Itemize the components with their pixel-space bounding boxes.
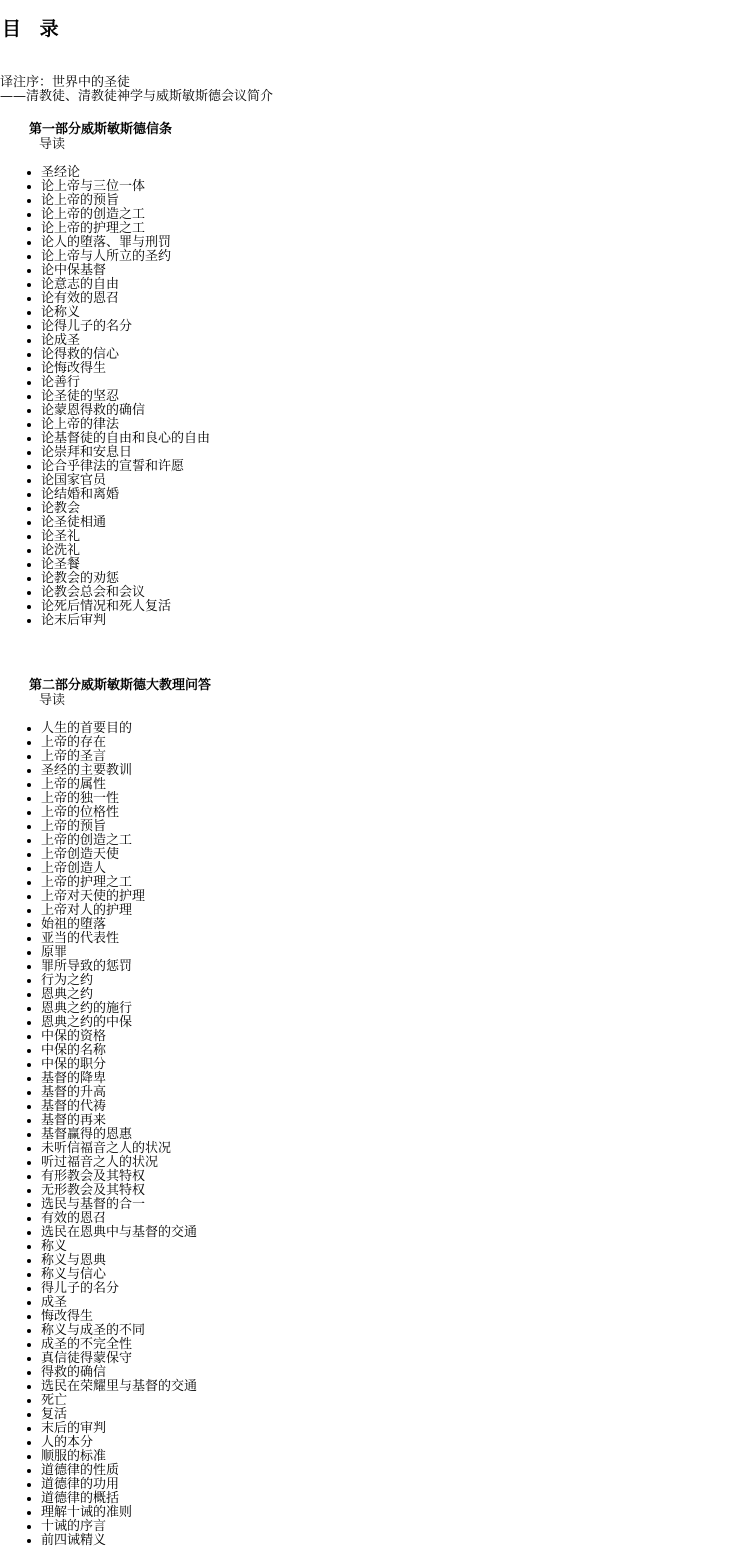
toc-entry-link[interactable]: 论教会	[41, 501, 81, 516]
toc-entry-link[interactable]: 中保的职分	[41, 1057, 107, 1072]
toc-list-item[interactable]	[41, 1100, 197, 1114]
toc-list-item[interactable]	[41, 1212, 197, 1226]
preface-entry[interactable]	[0, 76, 273, 104]
toc-list-item[interactable]	[41, 1408, 197, 1422]
toc-list-item[interactable]	[41, 502, 210, 516]
toc-list-item[interactable]	[41, 1240, 197, 1254]
toc-list-item[interactable]	[41, 306, 210, 320]
toc-list-item[interactable]	[41, 1436, 197, 1450]
toc-list-item[interactable]	[41, 278, 210, 292]
toc-entry-link[interactable]: 上帝的属性	[41, 777, 107, 792]
toc-list-item[interactable]	[41, 876, 197, 890]
toc-entry-link[interactable]: 悔改得生	[41, 1309, 94, 1324]
toc-list-item[interactable]	[41, 1184, 197, 1198]
toc-entry-link[interactable]: 论圣徒相通	[41, 515, 107, 530]
toc-entry-link[interactable]: 听过福音之人的状况	[41, 1155, 159, 1170]
toc-list-item[interactable]	[41, 778, 197, 792]
toc-entry-link[interactable]: 上帝创造天使	[41, 847, 120, 862]
toc-list-item[interactable]	[41, 1366, 197, 1380]
toc-list-item[interactable]	[41, 736, 197, 750]
toc-list-item[interactable]	[41, 180, 210, 194]
toc-entry-link[interactable]: 亚当的代表性	[41, 931, 120, 946]
toc-list-item[interactable]	[41, 1002, 197, 1016]
toc-list-item[interactable]	[41, 946, 197, 960]
toc-entry-link[interactable]: 末后的审判	[41, 1421, 107, 1436]
toc-entry-link[interactable]: 论国家官员	[41, 473, 107, 488]
toc-entry-link[interactable]: 论上帝的律法	[41, 417, 120, 432]
toc-list-item[interactable]	[41, 166, 210, 180]
toc-entry-link[interactable]: 论上帝与三位一体	[41, 179, 146, 194]
toc-entry-link[interactable]: 论基督徒的自由和良心的自由	[41, 431, 211, 446]
toc-entry-link[interactable]: 圣经的主要教训	[41, 763, 133, 778]
toc-entry-link[interactable]: 原罪	[41, 945, 68, 960]
part-one-intro-link[interactable]	[39, 138, 65, 152]
part-two-toc-list	[0, 722, 197, 1548]
toc-entry-link[interactable]: 称义与信心	[41, 1267, 107, 1282]
toc-entry-link[interactable]: 论有效的恩召	[41, 291, 120, 306]
toc-entry-link[interactable]: 上帝对人的护理	[41, 903, 133, 918]
toc-entry-link[interactable]: 上帝创造人	[41, 861, 107, 876]
toc-list-item[interactable]	[41, 862, 197, 876]
toc-entry-link[interactable]: 基督的降卑	[41, 1071, 107, 1086]
toc-entry-link[interactable]: 道德律的概括	[41, 1491, 120, 1506]
toc-list-item[interactable]	[41, 236, 210, 250]
toc-list-item[interactable]	[41, 1198, 197, 1212]
toc-entry-link[interactable]: 无形教会及其特权	[41, 1183, 146, 1198]
toc-list-item[interactable]	[41, 1016, 197, 1030]
toc-entry-link[interactable]: 中保的名称	[41, 1043, 107, 1058]
toc-list-item[interactable]	[41, 320, 210, 334]
toc-entry-link[interactable]: 有效的恩召	[41, 1211, 107, 1226]
toc-list-item[interactable]	[41, 572, 210, 586]
toc-list-item[interactable]	[41, 1422, 197, 1436]
toc-list-item[interactable]	[41, 820, 197, 834]
toc-list-item[interactable]	[41, 834, 197, 848]
toc-entry-link[interactable]: 始祖的堕落	[41, 917, 107, 932]
toc-entry-link[interactable]: 中保的资格	[41, 1029, 107, 1044]
toc-entry-link[interactable]: 论上帝的预旨	[41, 193, 120, 208]
toc-list-item[interactable]	[41, 390, 210, 404]
toc-entry-link[interactable]: 称义	[41, 1239, 68, 1254]
toc-entry-link[interactable]: 论教会总会和会议	[41, 585, 146, 600]
toc-list-item[interactable]	[41, 558, 210, 572]
part-two-heading: 第二部分威斯敏斯德大教理问答	[29, 678, 212, 693]
toc-list-item[interactable]	[41, 1478, 197, 1492]
toc-entry-link[interactable]: 死亡	[41, 1393, 68, 1408]
toc-entry-link[interactable]: 上帝的位格性	[41, 805, 120, 820]
toc-list-item[interactable]	[41, 1520, 197, 1534]
toc-entry-link[interactable]: 上帝的创造之工	[41, 833, 133, 848]
toc-list-item[interactable]	[41, 1310, 197, 1324]
part-two-intro-text[interactable]: 导读	[39, 693, 66, 708]
toc-list-item[interactable]	[41, 208, 210, 222]
part-one-heading: 第一部分威斯敏斯德信条	[29, 122, 173, 137]
toc-list-item[interactable]	[41, 1464, 197, 1478]
toc-list-item[interactable]	[41, 376, 210, 390]
toc-list-item[interactable]	[41, 1296, 197, 1310]
toc-entry-link[interactable]: 上帝的独一性	[41, 791, 120, 806]
toc-list-item[interactable]	[41, 1170, 197, 1184]
toc-list-item[interactable]	[41, 222, 210, 236]
toc-entry-link[interactable]: 论中保基督	[41, 263, 107, 278]
toc-entry-link[interactable]: 人的本分	[41, 1435, 94, 1450]
toc-entry-link[interactable]: 圣经论	[41, 165, 81, 180]
toc-entry-link[interactable]: 真信徒得蒙保守	[41, 1351, 133, 1366]
toc-entry-link[interactable]: 基督赢得的恩惠	[41, 1127, 133, 1142]
preface-link[interactable]: 译注序：世界中的圣徒	[0, 75, 131, 90]
toc-list-item[interactable]	[41, 1506, 197, 1520]
part-one-intro-text[interactable]: 导读	[39, 137, 66, 152]
toc-list-item[interactable]	[41, 586, 210, 600]
toc-entry-link[interactable]: 选民与基督的合一	[41, 1197, 146, 1212]
toc-list-item[interactable]	[41, 418, 210, 432]
toc-entry-link[interactable]: 论圣礼	[41, 529, 81, 544]
toc-list-item[interactable]	[41, 362, 210, 376]
page-title: 目 录	[2, 18, 65, 40]
part-two-intro-link[interactable]	[39, 694, 65, 708]
toc-list-item[interactable]	[41, 1128, 197, 1142]
toc-entry-link[interactable]: 称义与成圣的不同	[41, 1323, 146, 1338]
toc-list-item[interactable]	[41, 750, 197, 764]
toc-entry-link[interactable]: 恩典之约	[41, 987, 94, 1002]
toc-entry-link[interactable]: 道德律的性质	[41, 1463, 120, 1478]
toc-list-item[interactable]	[41, 1254, 197, 1268]
toc-entry-link[interactable]: 道德律的功用	[41, 1477, 120, 1492]
toc-entry-link[interactable]: 恩典之约的中保	[41, 1015, 133, 1030]
toc-list-item[interactable]	[41, 530, 210, 544]
toc-list-item[interactable]	[41, 516, 210, 530]
toc-entry-link[interactable]: 基督的代祷	[41, 1099, 107, 1114]
part-one-toc-list	[0, 166, 210, 628]
toc-entry-link[interactable]: 论结婚和离婚	[41, 487, 120, 502]
preface-subtitle: ——清教徒、清教徒神学与威斯敏斯德会议简介	[0, 89, 274, 104]
toc-entry-link[interactable]: 论上帝与人所立的圣约	[41, 249, 172, 264]
toc-entry-link[interactable]: 论善行	[41, 375, 81, 390]
toc-entry-link[interactable]: 理解十诫的准则	[41, 1505, 133, 1520]
toc-entry-link[interactable]: 前四诫精义	[41, 1533, 107, 1548]
toc-list-item[interactable]	[41, 1086, 197, 1100]
toc-list-item[interactable]	[41, 722, 197, 736]
toc-entry-link[interactable]: 论成圣	[41, 333, 81, 348]
toc-list-item[interactable]	[41, 460, 210, 474]
toc-list-item[interactable]	[41, 1380, 197, 1394]
toc-list-item[interactable]	[41, 1142, 197, 1156]
toc-list-item[interactable]	[41, 988, 197, 1002]
toc-list-item[interactable]	[41, 432, 210, 446]
toc-entry-link[interactable]: 上帝的圣言	[41, 749, 107, 764]
toc-list-item[interactable]	[41, 1450, 197, 1464]
toc-entry-link[interactable]: 论死后情况和死人复活	[41, 599, 172, 614]
toc-entry-link[interactable]: 论意志的自由	[41, 277, 120, 292]
toc-entry-link[interactable]: 选民在恩典中与基督的交通	[41, 1225, 198, 1240]
toc-list-item[interactable]	[41, 194, 210, 208]
toc-entry-link[interactable]: 基督的再来	[41, 1113, 107, 1128]
toc-entry-link[interactable]: 论人的堕落、罪与刑罚	[41, 235, 172, 250]
toc-entry-link[interactable]: 行为之约	[41, 973, 94, 988]
toc-list-item[interactable]	[41, 1268, 197, 1282]
toc-entry-link[interactable]: 复活	[41, 1407, 68, 1422]
toc-entry-link[interactable]: 罪所导致的惩罚	[41, 959, 133, 974]
toc-list-item[interactable]	[41, 404, 210, 418]
toc-list-item[interactable]	[41, 904, 197, 918]
toc-list-item[interactable]	[41, 890, 197, 904]
toc-entry-link[interactable]: 论教会的劝惩	[41, 571, 120, 586]
toc-list-item[interactable]	[41, 292, 210, 306]
toc-list-item[interactable]	[41, 764, 197, 778]
toc-list-item[interactable]	[41, 334, 210, 348]
toc-list-item[interactable]	[41, 1492, 197, 1506]
toc-list-item[interactable]	[41, 348, 210, 362]
toc-list-item[interactable]	[41, 974, 197, 988]
toc-entry-link[interactable]: 论圣餐	[41, 557, 81, 572]
toc-entry-link[interactable]: 未听信福音之人的状况	[41, 1141, 172, 1156]
toc-entry-link[interactable]: 论崇拜和安息日	[41, 445, 133, 460]
toc-list-item[interactable]	[41, 1226, 197, 1240]
toc-list-item[interactable]	[41, 1282, 197, 1296]
toc-list-item[interactable]	[41, 474, 210, 488]
toc-list-item[interactable]	[41, 1114, 197, 1128]
toc-entry-link[interactable]: 论得儿子的名分	[41, 319, 133, 334]
toc-list-item[interactable]	[41, 1030, 197, 1044]
toc-list-item[interactable]	[41, 544, 210, 558]
toc-entry-link[interactable]: 得救的确信	[41, 1365, 107, 1380]
toc-entry-link[interactable]: 论末后审判	[41, 613, 107, 628]
toc-entry-link[interactable]: 论上帝的创造之工	[41, 207, 146, 222]
toc-entry-link[interactable]: 论蒙恩得救的确信	[41, 403, 146, 418]
toc-entry-link[interactable]: 上帝的存在	[41, 735, 107, 750]
toc-entry-link[interactable]: 人生的首要目的	[41, 721, 133, 736]
toc-entry-link[interactable]: 上帝的护理之工	[41, 875, 133, 890]
toc-entry-link[interactable]: 论称义	[41, 305, 81, 320]
toc-list-item[interactable]	[41, 918, 197, 932]
toc-entry-link[interactable]: 论上帝的护理之工	[41, 221, 146, 236]
toc-entry-link[interactable]: 基督的升高	[41, 1085, 107, 1100]
toc-entry-link[interactable]: 上帝对天使的护理	[41, 889, 146, 904]
toc-list-item[interactable]	[41, 446, 210, 460]
toc-list-item[interactable]	[41, 1044, 197, 1058]
toc-list-item[interactable]	[41, 960, 197, 974]
toc-entry-link[interactable]: 称义与恩典	[41, 1253, 107, 1268]
toc-entry-link[interactable]: 十诫的序言	[41, 1519, 107, 1534]
toc-entry-link[interactable]: 论洗礼	[41, 543, 81, 558]
toc-entry-link[interactable]: 成圣的不完全性	[41, 1337, 133, 1352]
toc-list-item[interactable]	[41, 932, 197, 946]
toc-list-item[interactable]	[41, 792, 197, 806]
toc-entry-link[interactable]: 论圣徒的坚忍	[41, 389, 120, 404]
preface-title[interactable]	[0, 76, 273, 90]
toc-list-item[interactable]	[41, 1394, 197, 1408]
toc-entry-link[interactable]: 顺服的标准	[41, 1449, 107, 1464]
toc-entry-link[interactable]: 论悔改得生	[41, 361, 107, 376]
toc-list-item[interactable]	[41, 264, 210, 278]
toc-list-item[interactable]	[41, 1352, 197, 1366]
toc-list-item[interactable]	[41, 848, 197, 862]
toc-list-item[interactable]	[41, 1072, 197, 1086]
toc-entry-link[interactable]: 恩典之约的施行	[41, 1001, 133, 1016]
toc-list-item[interactable]	[41, 600, 210, 614]
toc-entry-link[interactable]: 成圣	[41, 1295, 68, 1310]
toc-list-item[interactable]	[41, 250, 210, 264]
toc-entry-link[interactable]: 上帝的预旨	[41, 819, 107, 834]
toc-entry-link[interactable]: 得儿子的名分	[41, 1281, 120, 1296]
toc-list-item[interactable]	[41, 614, 210, 628]
toc-list-item[interactable]	[41, 1058, 197, 1072]
toc-list-item[interactable]	[41, 1338, 197, 1352]
toc-entry-link[interactable]: 论合乎律法的宣誓和许愿	[41, 459, 185, 474]
toc-list-item[interactable]	[41, 1324, 197, 1338]
toc-entry-link[interactable]: 论得救的信心	[41, 347, 120, 362]
toc-entry-link[interactable]: 有形教会及其特权	[41, 1169, 146, 1184]
toc-entry-link[interactable]: 选民在荣耀里与基督的交通	[41, 1379, 198, 1394]
toc-list-item[interactable]	[41, 1156, 197, 1170]
toc-list-item[interactable]	[41, 806, 197, 820]
toc-list-item[interactable]	[41, 488, 210, 502]
